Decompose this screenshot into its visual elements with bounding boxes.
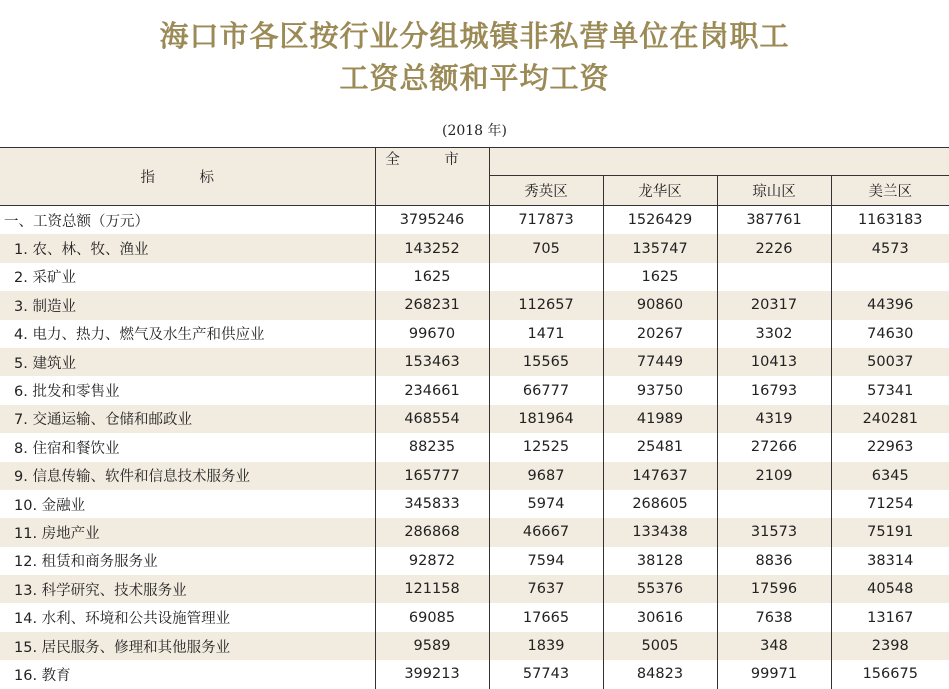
cell-district-value: 8836: [717, 547, 831, 575]
cell-district-value: 240281: [831, 405, 949, 433]
cell-district-value: 4319: [717, 405, 831, 433]
cell-district-value: [831, 263, 949, 291]
cell-district-value: 71254: [867, 496, 914, 513]
cell-district-value: 90860: [603, 291, 717, 319]
cell-district-value: 93750: [603, 376, 717, 404]
cell-district-value: 4573: [831, 234, 949, 262]
table-row: [0, 632, 949, 660]
cell-district-value: 20317: [717, 291, 831, 319]
cell-district-value: 15565: [489, 348, 603, 376]
row-label: 2. 采矿业: [0, 263, 375, 291]
table-row: [0, 660, 949, 688]
table-row: [0, 462, 949, 490]
cell-district-value: 387761: [717, 206, 831, 235]
cell-district-value: 6345: [831, 462, 949, 490]
cell-city-total: 143252: [375, 234, 489, 262]
cell-district-value: 156675: [862, 666, 918, 683]
cell-city-total: 399213: [375, 660, 489, 688]
cell-city-total: 268231: [375, 291, 489, 319]
cell-district-value: 1526429: [603, 206, 717, 235]
cell-district-value: 3302: [717, 320, 831, 348]
row-label: 14. 水利、环境和公共设施管理业: [0, 603, 375, 631]
cell-district-value: 84823: [603, 660, 717, 688]
row-label: 5. 建筑业: [0, 348, 375, 376]
table-row: [0, 405, 949, 433]
row-label: 7. 交通运输、仓储和邮政业: [0, 405, 375, 433]
cell-district-value: 44396: [831, 291, 949, 319]
cell-district-value: 1625: [603, 263, 717, 291]
row-label: 16. 教育: [0, 660, 375, 688]
cell-district-value: 40548: [831, 575, 949, 603]
cell-district-value: 17665: [489, 603, 603, 631]
cell-city-total: 99670: [375, 320, 489, 348]
cell-district-value: 9687: [489, 462, 603, 490]
cell-district-value: 74630: [867, 325, 914, 342]
cell-district-value: 25481: [603, 433, 717, 461]
cell-district-value: [489, 263, 603, 291]
cell-city-total: 286868: [375, 518, 489, 546]
header-district: 美兰区: [831, 176, 949, 206]
cell-district-value: 181964: [489, 405, 603, 433]
row-label: 10. 金融业: [0, 490, 375, 518]
row-label: 1. 农、林、牧、渔业: [0, 234, 375, 262]
table-body: [0, 206, 949, 689]
cell-district-value: [717, 263, 831, 291]
cell-district-value: 1839: [489, 632, 603, 660]
cell-district-value: 77449: [603, 348, 717, 376]
cell-city-total: 153463: [375, 348, 489, 376]
wage-table: [0, 147, 949, 689]
year-label: (2018 年): [441, 123, 507, 139]
cell-district-value: 2109: [717, 462, 831, 490]
row-label: 4. 电力、热力、燃气及水生产和供应业: [0, 320, 375, 348]
table-row: [0, 518, 949, 546]
cell-district-value: 135747: [603, 234, 717, 262]
cell-district-value: [717, 490, 831, 518]
cell-district-value: 717873: [489, 206, 603, 235]
cell-district-value: 46667: [489, 518, 603, 546]
table-row: [0, 348, 949, 376]
cell-city-total: 468554: [375, 405, 489, 433]
table-row: [0, 547, 949, 575]
row-label: 11. 房地产业: [0, 518, 375, 546]
cell-city-total: 234661: [375, 376, 489, 404]
cell-city-total: 121158: [375, 575, 489, 603]
table-row: [0, 263, 949, 291]
cell-district-value: 55376: [603, 575, 717, 603]
cell-district-value: 41989: [603, 405, 717, 433]
cell-district-value: 27266: [717, 433, 831, 461]
row-label: 3. 制造业: [0, 291, 375, 319]
cell-district-value: 133438: [603, 518, 717, 546]
cell-district-value: 7638: [717, 603, 831, 631]
cell-district-value: 112657: [489, 291, 603, 319]
table-row: [0, 490, 949, 518]
cell-district-value: 50037: [831, 348, 949, 376]
cell-district-value: 147637: [603, 462, 717, 490]
header-city: 全 市: [375, 148, 489, 206]
cell-district-value: 348: [717, 632, 831, 660]
table-row: [0, 291, 949, 319]
header-district: 龙华区: [603, 176, 717, 206]
cell-city-total: 3795246: [375, 206, 489, 235]
row-label: 6. 批发和零售业: [0, 376, 375, 404]
cell-district-value: 1163183: [857, 212, 923, 229]
cell-district-value: 17596: [717, 575, 831, 603]
header-district-group: [489, 148, 949, 176]
header-indicator: 指 标: [0, 148, 375, 206]
cell-district-value: 7637: [489, 575, 603, 603]
cell-district-value: 99971: [717, 660, 831, 688]
table-row: [0, 603, 949, 631]
cell-district-value: 66777: [489, 376, 603, 404]
cell-district-value: 5974: [489, 490, 603, 518]
cell-district-value: 57743: [489, 660, 603, 688]
header-district: 琼山区: [717, 176, 831, 206]
cell-district-value: 30616: [603, 603, 717, 631]
table-header: [0, 148, 949, 206]
cell-district-value: 2226: [717, 234, 831, 262]
cell-district-value: 31573: [717, 518, 831, 546]
cell-district-value: 2398: [831, 632, 949, 660]
cell-district-value: 1471: [489, 320, 603, 348]
page-title-line1: 海口市各区按行业分组城镇非私营单位在岗职工: [159, 19, 790, 53]
table-row: [0, 575, 949, 603]
cell-district-value: 20267: [603, 320, 717, 348]
cell-district-value: 13167: [867, 609, 914, 626]
cell-district-value: 705: [489, 234, 603, 262]
cell-district-value: 75191: [831, 518, 949, 546]
cell-district-value: 38314: [867, 552, 914, 569]
table-row: [0, 206, 949, 235]
table-row: [0, 234, 949, 262]
row-label: 15. 居民服务、修理和其他服务业: [0, 632, 375, 660]
cell-district-value: 57341: [867, 382, 914, 399]
cell-city-total: 69085: [375, 603, 489, 631]
cell-district-value: 10413: [717, 348, 831, 376]
cell-district-value: 7594: [489, 547, 603, 575]
cell-city-total: 345833: [375, 490, 489, 518]
table-row: [0, 376, 949, 404]
table-row: [0, 320, 949, 348]
cell-city-total: 92872: [375, 547, 489, 575]
cell-city-total: 1625: [375, 263, 489, 291]
cell-city-total: 165777: [375, 462, 489, 490]
page-title-line2: 工资总额和平均工资: [339, 61, 610, 95]
cell-district-value: 38128: [603, 547, 717, 575]
cell-district-value: 5005: [603, 632, 717, 660]
cell-city-total: 88235: [375, 433, 489, 461]
row-label: 9. 信息传输、软件和信息技术服务业: [0, 462, 375, 490]
table-row: [0, 433, 949, 461]
cell-district-value: 268605: [603, 490, 717, 518]
cell-city-total: 9589: [375, 632, 489, 660]
cell-district-value: 22963: [867, 439, 914, 456]
row-label: 13. 科学研究、技术服务业: [0, 575, 375, 603]
row-label: 12. 租赁和商务服务业: [0, 547, 375, 575]
row-label: 8. 住宿和餐饮业: [0, 433, 375, 461]
row-label: 一、工资总额（万元）: [0, 206, 375, 235]
cell-district-value: 12525: [489, 433, 603, 461]
cell-district-value: 16793: [717, 376, 831, 404]
header-district: 秀英区: [489, 176, 603, 206]
